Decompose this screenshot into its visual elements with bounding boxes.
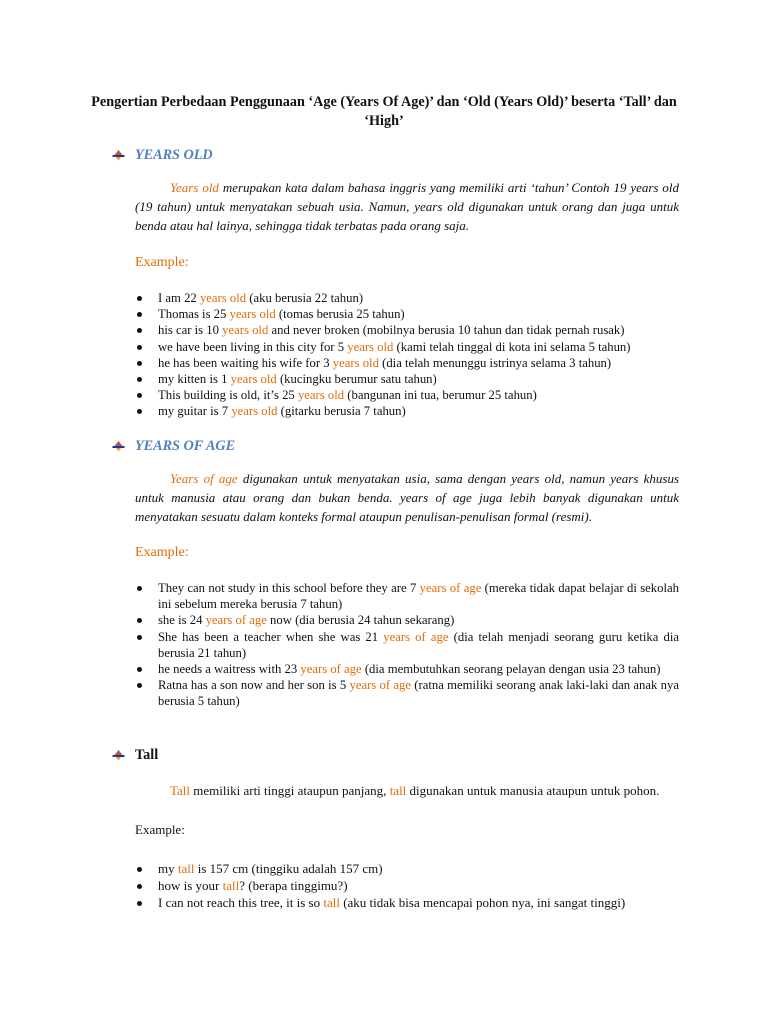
list-item: I can not reach this tree, it is so tall (aku tidak bisa mencapai pohon nya, ini sangat tinggi) <box>135 894 679 911</box>
section-heading-tall: Tall <box>112 746 158 764</box>
example-label: Example: <box>135 822 185 837</box>
examples-list-years-old <box>135 290 679 420</box>
list-item: he needs a waitress with 23 years of age (dia membutuhkan seorang pelayan dengan usia 23 tahun) <box>135 661 679 677</box>
term-highlight: Years old <box>170 180 219 195</box>
list-item: They can not study in this school before they are 7 years of age (mereka tidak dapat belajar di sekolah ini sebelum mereka berusia 7 tahun) <box>135 580 679 612</box>
list-item: how is your tall? (berapa tinggimu?) <box>135 877 679 894</box>
section-heading-years-of-age: YEARS OF AGE <box>112 437 235 455</box>
list-item: my kitten is 1 years old (kucingku berumur satu tahun) <box>135 371 679 387</box>
list-item: Thomas is 25 years old (tomas berusia 25 tahun) <box>135 306 679 322</box>
arrow-bullet-icon <box>112 439 125 452</box>
arrow-bullet-icon <box>112 148 125 161</box>
document-title: Pengertian Perbedaan Penggunaan ‘Age (Years Of Age)’ dan ‘Old (Years Old)’ beserta ‘Tall’ dan ‘High’ <box>91 94 677 129</box>
examples-list-tall <box>135 860 679 911</box>
list-item: he has been waiting his wife for 3 years old (dia telah menunggu istrinya selama 3 tahun) <box>135 355 679 371</box>
list-item: my tall is 157 cm (tinggiku adalah 157 cm) <box>135 860 679 877</box>
list-item: I am 22 years old (aku berusia 22 tahun) <box>135 290 679 306</box>
list-item: we have been living in this city for 5 years old (kami telah tinggal di kota ini selama 5 tahun) <box>135 339 679 355</box>
definition-tall: Tall memiliki arti tinggi ataupun panjang, tall digunakan untuk manusia ataupun untuk pohon. <box>170 783 660 798</box>
list-item: his car is 10 years old and never broken (mobilnya berusia 10 tahun dan tidak pernah rusak) <box>135 322 679 338</box>
term-highlight: Tall <box>170 783 191 798</box>
list-item: Ratna has a son now and her son is 5 years of age (ratna memiliki seorang anak laki-laki dan anak nya berusia 5 tahun) <box>135 677 679 709</box>
list-item: my guitar is 7 years old (gitarku berusia 7 tahun) <box>135 403 679 419</box>
example-label: Example: <box>135 255 189 270</box>
definition-years-old: Years old merupakan kata dalam bahasa inggris yang memiliki arti ‘tahun’ Contoh 19 years old (19 tahun) untuk menyatakan sebuah usia. Namun, years old digunakan untuk orang dan juga untuk benda atau hal lainya, sehingga tidak terbatas pada orang saja. <box>135 180 679 233</box>
list-item: she is 24 years of age now (dia berusia 24 tahun sekarang) <box>135 612 679 628</box>
examples-list-years-of-age <box>135 580 679 710</box>
list-item: This building is old, it’s 25 years old (bangunan ini tua, berumur 25 tahun) <box>135 387 679 403</box>
list-item: She has been a teacher when she was 21 years of age (dia telah menjadi seorang guru ketika dia berusia 21 tahun) <box>135 629 679 661</box>
definition-years-of-age: Years of age digunakan untuk menyatakan usia, sama dengan years old, namun years khusus untuk manusia atau orang dan bukan benda. years of age juga lebih banyak digunakan untuk menyatakan sesuatu dalam konteks formal ataupun penulisan-penulisan formal (resmi). <box>135 471 679 524</box>
section-heading-years-old: YEARS OLD <box>112 146 213 164</box>
arrow-bullet-icon <box>112 748 125 761</box>
term-highlight: Years of age <box>170 471 238 486</box>
example-label: Example: <box>135 545 189 560</box>
term-highlight: tall <box>389 783 407 798</box>
